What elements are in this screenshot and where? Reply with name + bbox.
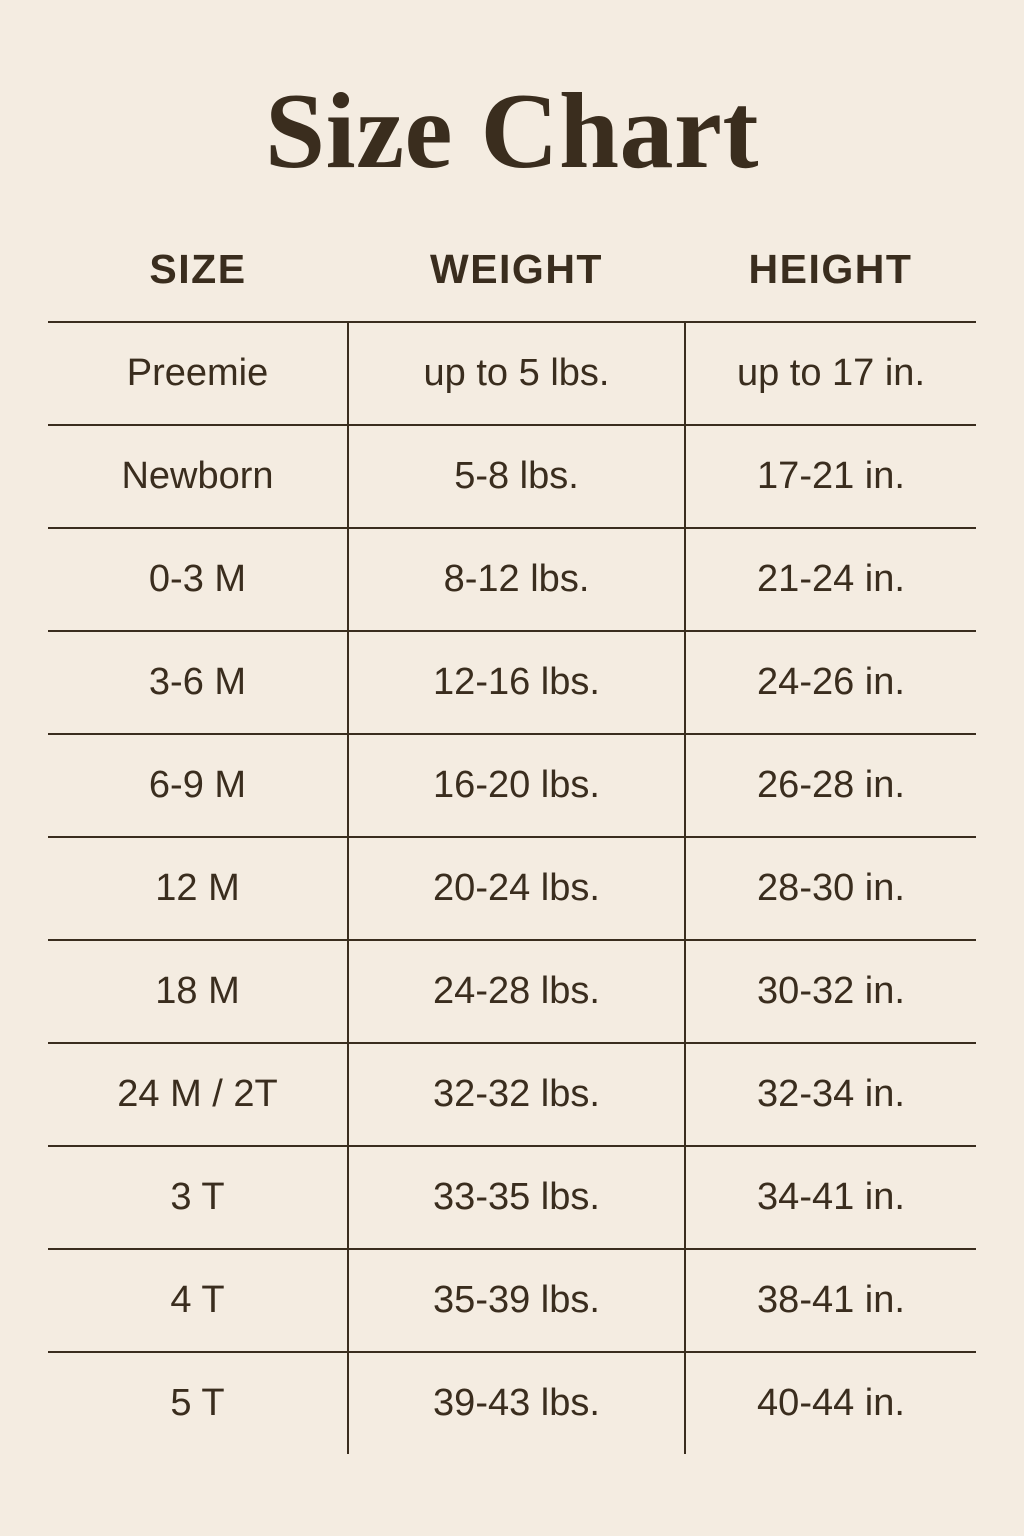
cell-size: 12 M	[48, 837, 348, 940]
cell-weight: 32-32 lbs.	[348, 1043, 685, 1146]
cell-weight: 39-43 lbs.	[348, 1352, 685, 1454]
cell-size: 6-9 M	[48, 734, 348, 837]
cell-height: 30-32 in.	[685, 940, 976, 1043]
cell-height: 38-41 in.	[685, 1249, 976, 1352]
page-title: Size Chart	[265, 72, 759, 191]
cell-weight: 16-20 lbs.	[348, 734, 685, 837]
cell-height: 26-28 in.	[685, 734, 976, 837]
column-header-size: SIZE	[149, 246, 247, 292]
cell-height: 40-44 in.	[685, 1352, 976, 1454]
cell-weight: 8-12 lbs.	[348, 528, 685, 631]
cell-height: 28-30 in.	[685, 837, 976, 940]
cell-height: up to 17 in.	[685, 322, 976, 425]
cell-weight: 20-24 lbs.	[348, 837, 685, 940]
cell-size: 0-3 M	[48, 528, 348, 631]
cell-height: 24-26 in.	[685, 631, 976, 734]
cell-size: 24 M / 2T	[48, 1043, 348, 1146]
cell-size: 3-6 M	[48, 631, 348, 734]
cell-size: 4 T	[48, 1249, 348, 1352]
size-chart-table	[48, 246, 976, 1454]
table-row	[48, 940, 976, 1043]
cell-weight: 33-35 lbs.	[348, 1146, 685, 1249]
cell-height: 17-21 in.	[685, 425, 976, 528]
cell-weight: up to 5 lbs.	[348, 322, 685, 425]
cell-size: Newborn	[48, 425, 348, 528]
table-row	[48, 528, 976, 631]
cell-height: 34-41 in.	[685, 1146, 976, 1249]
table-row	[48, 734, 976, 837]
table-row	[48, 425, 976, 528]
cell-size: Preemie	[48, 322, 348, 425]
column-header-height: HEIGHT	[748, 246, 913, 292]
table-row	[48, 631, 976, 734]
cell-weight: 12-16 lbs.	[348, 631, 685, 734]
cell-weight: 5-8 lbs.	[348, 425, 685, 528]
cell-size: 3 T	[48, 1146, 348, 1249]
table-row	[48, 1146, 976, 1249]
column-header-weight: WEIGHT	[430, 246, 603, 292]
cell-size: 18 M	[48, 940, 348, 1043]
table-row	[48, 1352, 976, 1454]
cell-size: 5 T	[48, 1352, 348, 1454]
table-row	[48, 1043, 976, 1146]
cell-height: 32-34 in.	[685, 1043, 976, 1146]
cell-weight: 24-28 lbs.	[348, 940, 685, 1043]
table-row	[48, 837, 976, 940]
table-header-row	[48, 246, 976, 322]
cell-height: 21-24 in.	[685, 528, 976, 631]
table-row	[48, 322, 976, 425]
cell-weight: 35-39 lbs.	[348, 1249, 685, 1352]
table-row	[48, 1249, 976, 1352]
